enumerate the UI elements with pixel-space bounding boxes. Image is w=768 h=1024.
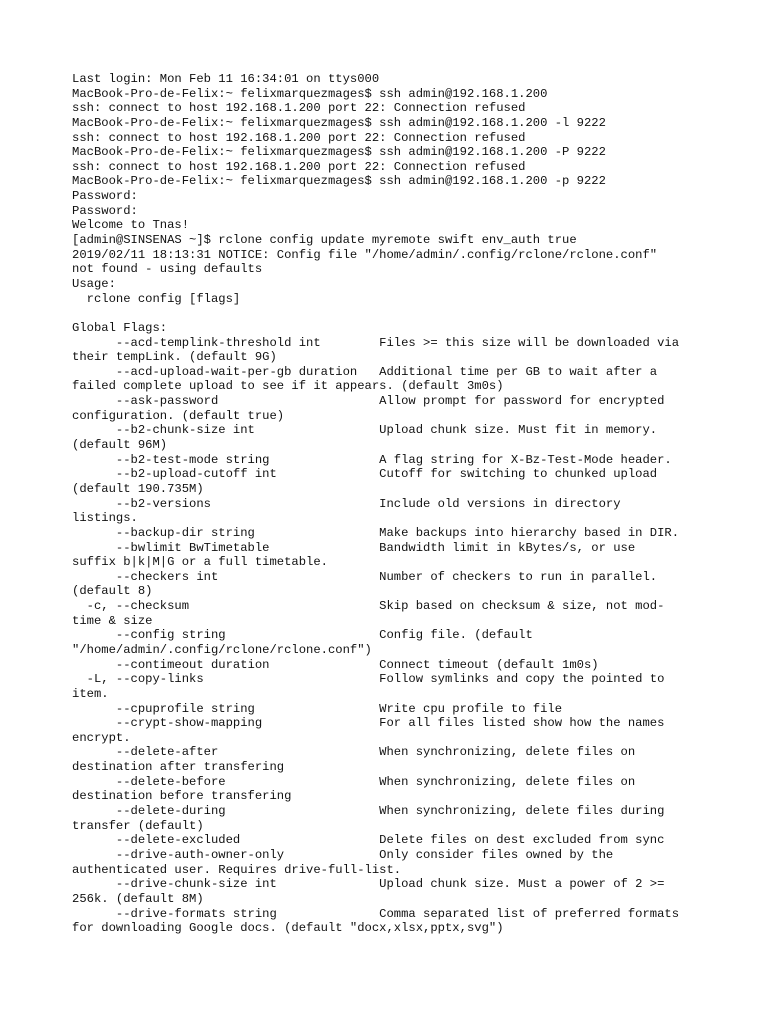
terminal-line: --acd-templink-threshold int Files >= this size will be downloaded via [72,335,680,350]
terminal-line: their tempLink. (default 9G) [72,350,277,365]
terminal-line: destination before transfering [72,789,292,804]
terminal-line: failed complete upload to see if it appears. (default 3m0s) [72,379,504,394]
terminal-line: ssh: connect to host 192.168.1.200 port 22: Connection refused [72,159,526,174]
terminal-line: --drive-auth-owner-only Only consider files owned by the [72,847,614,862]
terminal-line: --b2-test-mode string A flag string for X-Bz-Test-Mode header. [72,452,672,467]
terminal-line: time & size [72,613,153,628]
terminal-line: Password: [72,189,138,204]
terminal-line: --backup-dir string Make backups into hierarchy based in DIR. [72,525,680,540]
terminal-line [72,306,732,321]
terminal-line: destination after transfering [72,760,285,775]
terminal-line: MacBook-Pro-de-Felix:~ felixmarquezmages$ ssh admin@192.168.1.200 -P 9222 [72,145,606,160]
terminal-line: --crypt-show-mapping For all files listed show how the names [72,716,665,731]
terminal-line: -c, --checksum Skip based on checksum & size, not mod- [72,599,665,614]
terminal-line: --contimeout duration Connect timeout (default 1m0s) [72,657,599,672]
terminal-line: Last login: Mon Feb 11 16:34:01 on ttys000 [72,72,380,86]
terminal-line: Usage: [72,276,116,291]
terminal-line: --delete-during When synchronizing, delete files during [72,804,665,819]
terminal-line: --delete-before When synchronizing, delete files on [72,774,636,789]
terminal-line: listings. [72,511,138,526]
terminal-line: --b2-upload-cutoff int Cutoff for switching to chunked upload [72,467,658,482]
terminal-line: --delete-excluded Delete files on dest excluded from sync [72,833,665,848]
terminal-line: --delete-after When synchronizing, delete files on [72,745,636,760]
terminal-output[interactable] [72,72,732,936]
terminal-line: --drive-formats string Comma separated list of preferred formats [72,906,680,921]
terminal-line: --config string Config file. (default [72,628,533,643]
terminal-line: --ask-password Allow prompt for password for encrypted [72,394,665,409]
terminal-line: rclone config [flags] [72,291,241,306]
terminal-line: "/home/admin/.config/rclone/rclone.conf") [72,642,372,657]
terminal-line: Password: [72,203,138,218]
terminal-line: MacBook-Pro-de-Felix:~ felixmarquezmages$ ssh admin@192.168.1.200 [72,86,548,101]
terminal-line: suffix b|k|M|G or a full timetable. [72,555,328,570]
terminal-line: item. [72,686,109,701]
terminal-line: not found - using defaults [72,262,263,277]
terminal-line: -L, --copy-links Follow symlinks and copy the pointed to [72,672,665,687]
terminal-line: encrypt. [72,730,131,745]
terminal-line: (default 8) [72,584,153,599]
terminal-line: (default 190.735M) [72,481,204,496]
terminal-line: --b2-versions Include old versions in directory [72,496,621,511]
terminal-line: (default 96M) [72,438,168,453]
terminal-line: for downloading Google docs. (default "docx,xlsx,pptx,svg") [72,921,504,936]
terminal-line: --b2-chunk-size int Upload chunk size. Must fit in memory. [72,423,658,438]
terminal-line: ssh: connect to host 192.168.1.200 port 22: Connection refused [72,130,526,145]
terminal-line: ssh: connect to host 192.168.1.200 port 22: Connection refused [72,101,526,116]
terminal-line: Welcome to Tnas! [72,218,190,233]
terminal-line: configuration. (default true) [72,408,285,423]
terminal-line: Global Flags: [72,320,168,335]
terminal-line: MacBook-Pro-de-Felix:~ felixmarquezmages$ ssh admin@192.168.1.200 -l 9222 [72,115,606,130]
terminal-line: MacBook-Pro-de-Felix:~ felixmarquezmages$ ssh admin@192.168.1.200 -p 9222 [72,174,606,189]
terminal-line: --cpuprofile string Write cpu profile to file [72,701,563,716]
terminal-line: authenticated user. Requires drive-full-list. [72,862,402,877]
terminal-line: --drive-chunk-size int Upload chunk size. Must a power of 2 >= [72,877,665,892]
terminal-line: transfer (default) [72,818,204,833]
terminal-line: --acd-upload-wait-per-gb duration Additional time per GB to wait after a [72,364,658,379]
terminal-line: --checkers int Number of checkers to run in parallel. [72,569,658,584]
terminal-line: 2019/02/11 18:13:31 NOTICE: Config file "/home/admin/.config/rclone/rclone.conf" [72,247,658,262]
terminal-line: --bwlimit BwTimetable Bandwidth limit in kBytes/s, or use [72,540,636,555]
terminal-line: [admin@SINSENAS ~]$ rclone config update myremote swift env_auth true [72,233,577,248]
terminal-line: 256k. (default 8M) [72,891,204,906]
